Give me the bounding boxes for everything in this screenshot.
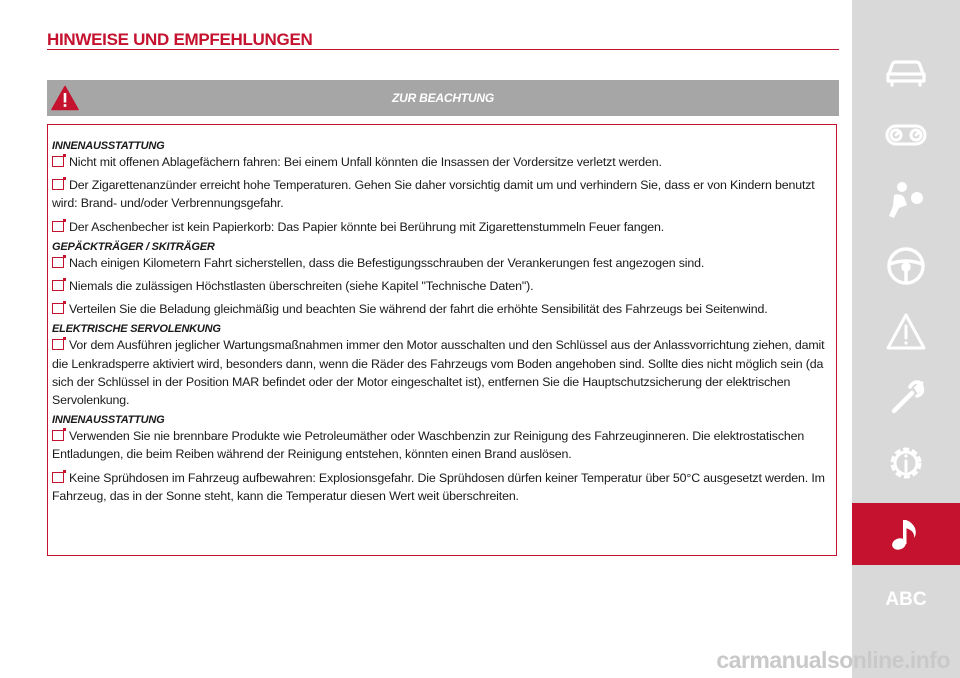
item-text: Der Aschenbecher ist kein Papierkorb: Das Papier könnte bei Berührung mit Zigarettenstummeln Feuer fangen. <box>69 219 665 234</box>
section-heading: GEPÄCKTRÄGER / SKITRÄGER <box>52 240 215 253</box>
list-item <box>52 300 837 318</box>
bullet-box-icon <box>52 156 64 167</box>
list-item <box>52 153 837 171</box>
bullet-box-icon <box>52 339 64 350</box>
watermark: carmanualsonline.info <box>716 647 950 673</box>
sidebar-item-multimedia[interactable] <box>852 503 960 565</box>
list-item <box>52 254 837 272</box>
music-note-icon <box>884 512 928 556</box>
item-text: Keine Sprühdosen im Fahrzeug aufbewahren: Explosionsgefahr. Die Sprühdosen dürfen keiner Temperatur über 50°C ausgesetzt werden. Im Fahrzeug, das in der Sonne steht, kann die Temperatur diesen Wert weit überschreiten. <box>52 470 825 503</box>
airbag-passenger-icon <box>884 178 928 222</box>
sidebar-item-emergency[interactable] <box>852 302 960 362</box>
index-label: ABC <box>885 589 927 610</box>
list-item <box>52 218 837 236</box>
warning-triangle-icon <box>884 310 928 354</box>
bullet-box-icon <box>52 221 64 232</box>
bullet-box-icon <box>52 430 64 441</box>
section-heading: INNENAUSSTATTUNG <box>52 140 165 152</box>
page-title: HINWEISE UND EMPFEHLUNGEN <box>47 30 313 49</box>
bullet-box-icon <box>52 472 64 483</box>
warning-title: ZUR BEACHTUNG <box>391 91 495 105</box>
item-text: Verwenden Sie nie brennbare Produkte wie Petroleumäther oder Waschbenzin zur Reinigung des Fahrzeuginneren. Die elektrostatischen Entladungen, die beim Reiben während der Reinigung entstehen, könnten einen Brand auslösen. <box>52 429 805 462</box>
warning-header <box>47 80 839 116</box>
dashboard-gauges-icon <box>884 113 928 157</box>
sidebar-item-maintenance[interactable] <box>852 367 960 427</box>
sidebar-item-index[interactable] <box>852 570 960 630</box>
bullet-box-icon <box>52 179 64 190</box>
item-text: Nicht mit offenen Ablagefächern fahren: Bei einem Unfall könnten die Insassen der Vordersitze verletzt werden. <box>69 155 662 169</box>
list-item <box>52 427 837 463</box>
section-heading: ELEKTRISCHE SERVOLENKUNG <box>52 323 221 336</box>
list-item <box>52 336 837 409</box>
list-item <box>52 469 837 505</box>
sidebar-item-car[interactable] <box>852 40 960 100</box>
item-text: Niemals die zulässigen Höchstlasten überschreiten (siehe Kapitel "Technische Daten"). <box>69 279 534 294</box>
chapter-sidebar <box>852 0 960 678</box>
item-text: Vor dem Ausführen jeglicher Wartungsmaßnahmen immer den Motor ausschalten und den Schlüssel aus der Anlassvorrichtung ziehen, damit die Lenkradsperre aktiviert wird, besonders dann, wenn die Räder des Fahrzeugs vom Boden angehoben sind. Sollte dies nicht möglich sein (da sich der Schlüssel in der Position MAR befindet oder der Motor eingeschaltet ist), entfernen Sie die Hauptschutzsicherung der elektrischen Servolenkung. <box>52 338 825 408</box>
bullet-box-icon <box>52 303 64 314</box>
sidebar-item-driving[interactable] <box>852 236 960 296</box>
car-icon <box>884 48 928 92</box>
list-item <box>52 176 837 212</box>
item-text: Der Zigarettenanzünder erreicht hohe Temperaturen. Gehen Sie daher vorsichtig damit um und verhindern Sie, dass er von Kindern benutzt wird: Brand- und/oder Verbrennungsgefahr. <box>52 178 815 211</box>
info-gear-icon <box>884 441 928 485</box>
sidebar-item-technical-data[interactable] <box>852 433 960 493</box>
sidebar-item-dashboard[interactable] <box>852 105 960 165</box>
title-rule <box>47 49 839 50</box>
warning-content <box>52 140 837 505</box>
item-text: Nach einigen Kilometern Fahrt sicherstellen, dass die Befestigungsschrauben der Verankerungen fest angezogen sind. <box>69 255 705 270</box>
section-heading: INNENAUSSTATTUNG <box>52 414 165 427</box>
item-text: Verteilen Sie die Beladung gleichmäßig und beachten Sie während der fahrt die erhöhte Sensibilität des Fahrzeugs bei Seitenwind. <box>69 302 768 317</box>
bullet-box-icon <box>52 257 64 268</box>
list-item <box>52 277 837 295</box>
wrench-icon <box>884 375 928 419</box>
steering-wheel-icon <box>884 244 928 288</box>
sidebar-item-safety[interactable] <box>852 170 960 230</box>
bullet-box-icon <box>52 280 64 291</box>
